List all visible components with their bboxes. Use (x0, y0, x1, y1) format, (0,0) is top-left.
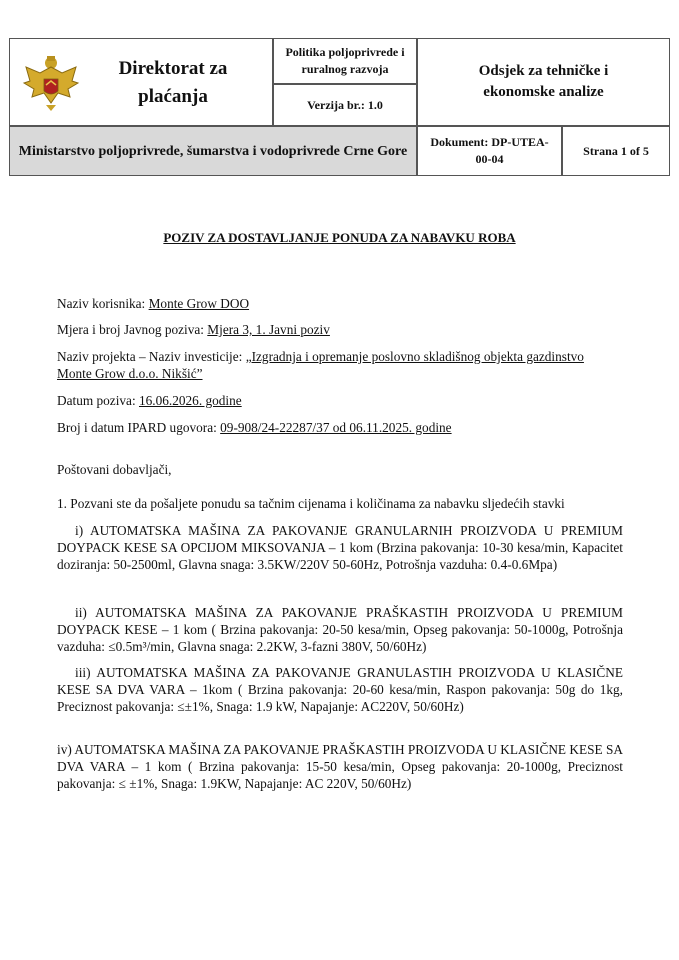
field-measure-label: Mjera i broj Javnog poziva: (57, 322, 208, 337)
field-date-value: 16.06.2026. godine (138, 393, 242, 408)
field-project-cont (57, 366, 203, 382)
field-contract-label: Broj i datum IPARD ugovora: (57, 420, 221, 435)
field-contract (57, 420, 452, 436)
version-label: Verzija br.: 1.0 (273, 84, 417, 126)
field-user (57, 296, 249, 312)
document-cell (417, 126, 562, 176)
department-name: Odsjek za tehničke i ekonomske analize (478, 63, 609, 100)
field-measure-value: Mjera 3, 1. Javni poziv (207, 322, 330, 337)
page-number: Strana 1 of 5 (562, 126, 670, 176)
field-project-value-2: Monte Grow d.o.o. Nikšić” (57, 366, 203, 381)
department-cell (417, 38, 670, 126)
ministry-name: Ministarstvo poljoprivrede, šumarstva i vodoprivrede Crne Gore (9, 126, 417, 176)
field-user-value: Monte Grow DOO (148, 296, 250, 311)
intro-paragraph: 1. Pozvani ste da pošaljete ponudu sa tačnim cijenama i količinama za nabavku sljedećih stavki (57, 496, 565, 511)
field-user-label: Naziv korisnika: (57, 296, 149, 311)
field-project-value-1: „Izgradnja i opremanje poslovno skladišnog objekta gazdinstvo (245, 349, 584, 364)
header-org-cell (9, 38, 273, 126)
field-measure (57, 322, 330, 338)
item-3: iii) AUTOMATSKA MAŠINA ZA PAKOVANJE GRANULASTIH PROIZVODA U KLASIČNE KESE SA DVA VARA – 1kom ( Brzina pakovanja: 20-60 kesa/min, Raspon pakovanja: 50g do 1kg, Preciznost pakovanja: ≤±1%, Snaga: 1.9 kW, Napajanje: AC220V, 50/60Hz) (57, 665, 623, 714)
header-table (9, 38, 670, 176)
document-title: POZIV ZA DOSTAVLJANJE PONUDA ZA NABAVKU ROBA (163, 230, 516, 245)
item-2: ii) AUTOMATSKA MAŠINA ZA PAKOVANJE PRAŠKASTIH PROIZVODA U PREMIUM DOYPACK KESE – 1 kom ( Brzina pakovanja: 20-50 kesa/min, Opseg pakovanja: 50-1000g, Potrošnja vazduha: ≤0.5m³/min, Glavna snaga: 2.2KW, 3-fazni 380V, 50/60Hz) (57, 605, 623, 654)
field-project-label: Naziv projekta – Naziv investicije: (57, 349, 246, 364)
field-date-label: Datum poziva: (57, 393, 139, 408)
org-name: Direktorat za plaćanja (118, 58, 228, 107)
coat-of-arms-icon (20, 53, 82, 115)
greeting: Poštovani dobavljači, (57, 462, 172, 477)
field-contract-value: 09-908/24-22287/37 od 06.11.2025. godine (220, 420, 452, 435)
policy-name: Politika poljoprivrede i ruralnog razvoja (273, 38, 417, 84)
item-4: iv) AUTOMATSKA MAŠINA ZA PAKOVANJE PRAŠKASTIH PROIZVODA U KLASIČNE KESE SA DVA VARA – 1 kom ( Brzina pakovanja: 15-50 kesa/min, Opseg pakovanja: 20-1000g, Preciznost pakovanja: ≤ ±1%, Snaga: 1.9KW, Napajanje: AC 220V, 50/60Hz) (57, 742, 623, 791)
document-code: Dokument: DP-UTEA-00-04 (430, 135, 549, 166)
field-date (57, 393, 242, 409)
field-project (57, 349, 584, 365)
item-1: i) AUTOMATSKA MAŠINA ZA PAKOVANJE GRANULARNIH PROIZVODA U PREMIUM DOYPACK KESE SA OPCIJOM MIKSOVANJA – 1 kom (Brzina pakovanja: 10-30 kesa/min, Kapacitet doziranja: 50-2500ml, Glavna snaga: 3.5KW/220V 50-60Hz, Potrošnja vazduha: 0.4-0.6Mpa) (57, 523, 623, 572)
